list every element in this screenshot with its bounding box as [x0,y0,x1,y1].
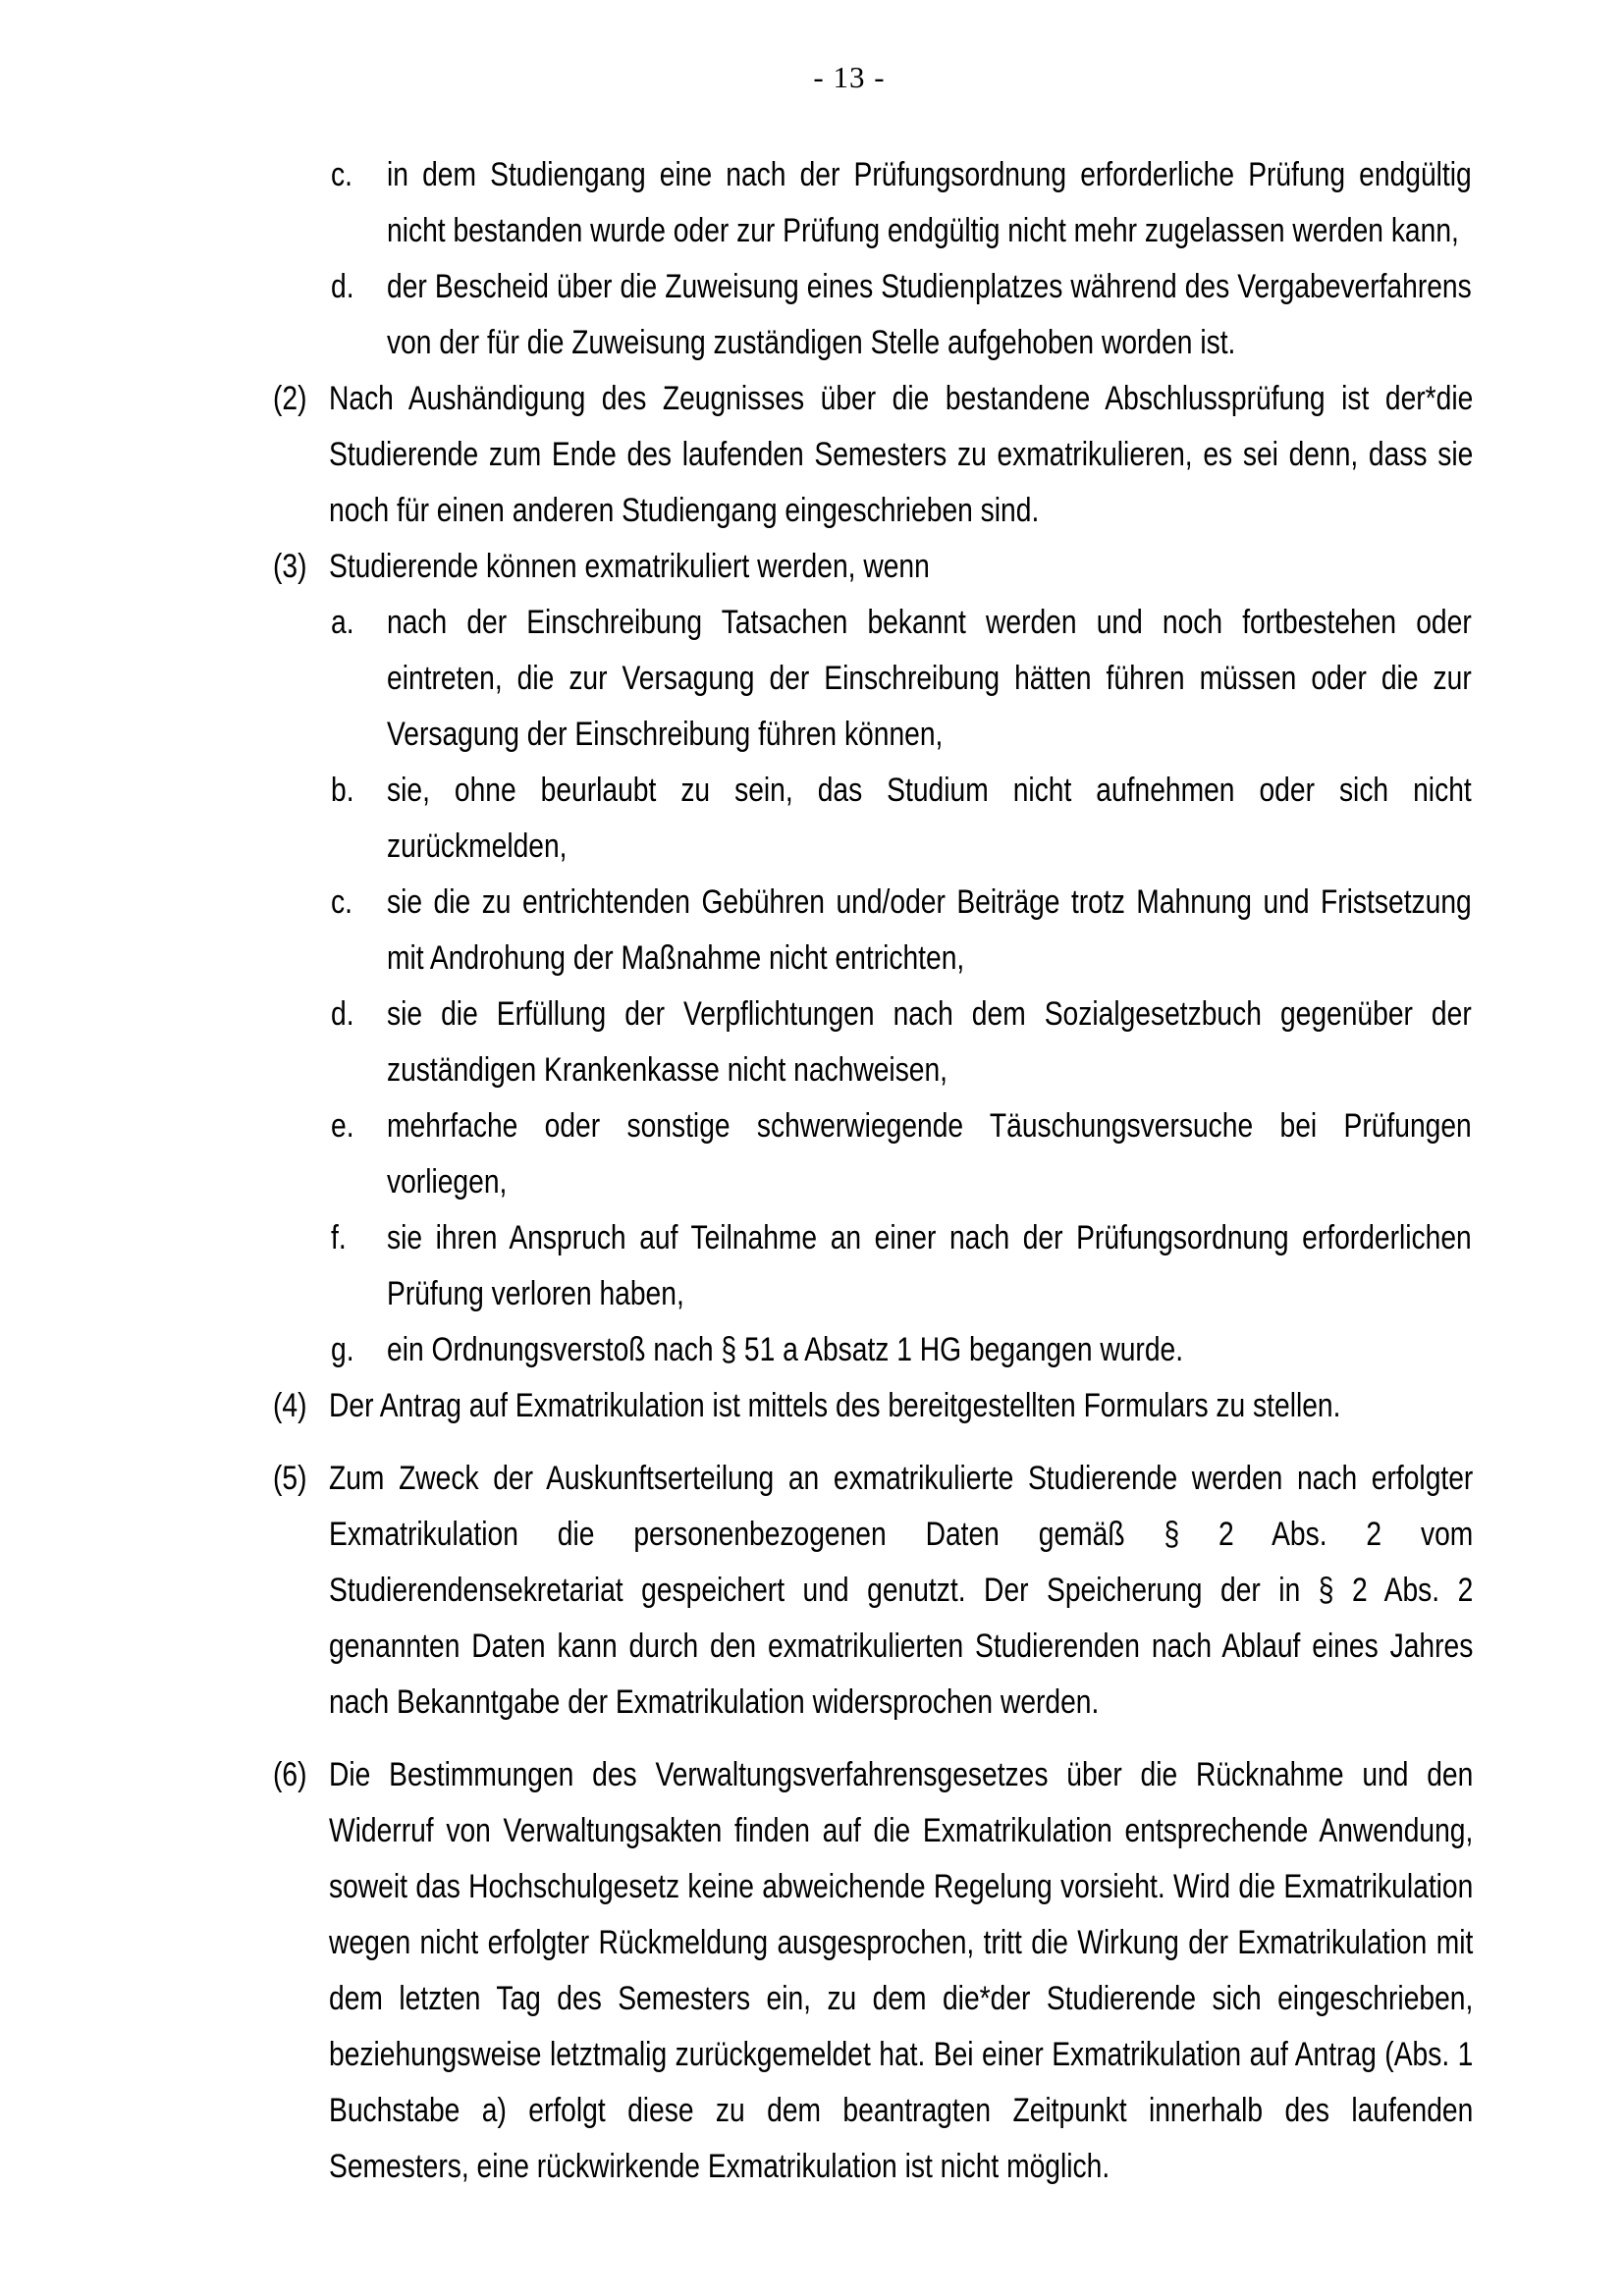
list-item-text: mehrfache oder sonstige schwerwiegende Täuschungsversuche bei Prüfungen vorliegen, [387,1107,1472,1201]
list-item [273,763,1473,875]
list-item-text: Die Bestimmungen des Verwaltungsverfahrensgesetzes über die Rücknahme und den Widerruf von Verwaltungsakten finden auf die Exmatrikulation entsprechende Anwendung, soweit das Hochschulgesetz keine abweichende Regelung vorsieht. Wird die Exmatrikulation wegen nicht erfolgter Rückmeldung ausgesprochen, tritt die Wirkung der Exmatrikulation mit dem letzten Tag des Semesters ein, zu dem die*der Studierende sich eingeschrieben, beziehungsweise letztmalig zurückgemeldet hat. Bei einer Exmatrikulation auf Antrag (Abs. 1 Buchstabe a) erfolgt diese zu dem beantragten Zeitpunkt innerhalb des laufenden Semesters, eine rückwirkende Exmatrikulation ist nicht möglich. [329,1756,1474,2185]
list-item [273,1747,1473,2195]
list-item-text: Zum Zweck der Auskunftserteilung an exmatrikulierte Studierende werden nach erfolgter Exmatrikulation die personenbezogenen Daten gemäß § 2 Abs. 2 vom Studierendensekretariat gespeichert und genutzt. Der Speicherung der in § 2 Abs. 2 genannten Daten kann durch den exmatrikulierten Studierenden nach Ablauf eines Jahres nach Bekanntgabe der Exmatrikulation widersprochen werden. [329,1460,1474,1721]
list-item-text: nach der Einschreibung Tatsachen bekannt werden und noch fortbestehen oder eintreten, die zur Versagung der Einschreibung hätten führen müssen oder die zur Versagung der Einschreibung führen können, [387,604,1472,753]
list-item-marker: b. [331,772,354,809]
list-item [273,371,1473,539]
list-item-marker: d. [331,268,354,305]
list-item [273,259,1473,371]
list-item [273,595,1473,763]
list-item-text: sie, ohne beurlaubt zu sein, das Studium nicht aufnehmen oder sich nicht zurückmelden, [387,772,1472,865]
list-item-marker: g. [331,1331,354,1368]
list-item-marker: d. [331,995,354,1033]
list-item-text: der Bescheid über die Zuweisung eines Studienplatzes während des Vergabeverfahrens von der für die Zuweisung zuständigen Stelle aufgehoben worden ist. [387,268,1472,361]
list-item-marker: c. [331,156,352,193]
list-item-marker: (2) [273,380,307,417]
list-item-marker: e. [331,1107,354,1145]
document-body [273,147,1473,2195]
list-item-marker: f. [331,1219,347,1256]
list-item [273,1210,1473,1322]
list-item-marker: (3) [273,548,307,585]
list-item [273,1378,1473,1434]
list-item-marker: c. [331,883,352,921]
list-item-text: Der Antrag auf Exmatrikulation ist mittels des bereitgestellten Formulars zu stellen. [329,1387,1341,1424]
list-item-text: ein Ordnungsverstoß nach § 51 a Absatz 1 HG begangen wurde. [387,1331,1184,1368]
list-item-text: Nach Aushändigung des Zeugnisses über die bestandene Abschlussprüfung ist der*die Studierende zum Ende des laufenden Semesters zu exmatrikulieren, es sei denn, dass sie noch für einen anderen Studiengang eingeschrieben sind. [329,380,1474,529]
list-item-marker: a. [331,604,354,641]
list-item-text: sie ihren Anspruch auf Teilnahme an einer nach der Prüfungsordnung erforderlichen Prüfung verloren haben, [387,1219,1472,1312]
list-item-marker: (5) [273,1460,307,1497]
list-item-marker: (6) [273,1756,307,1793]
list-item [273,987,1473,1098]
list-item-marker: (4) [273,1387,307,1424]
list-item-text: Studierende können exmatrikuliert werden, wenn [329,548,930,585]
list-item [273,1322,1473,1378]
list-item-text: sie die zu entrichtenden Gebühren und/oder Beiträge trotz Mahnung und Fristsetzung mit Androhung der Maßnahme nicht entrichten, [387,883,1472,977]
list-item [273,539,1473,595]
list-item [273,147,1473,259]
list-item-text: in dem Studiengang eine nach der Prüfungsordnung erforderliche Prüfung endgültig nicht bestanden wurde oder zur Prüfung endgültig nicht mehr zugelassen werden kann, [387,156,1472,249]
list-item [273,1098,1473,1210]
list-item-text: sie die Erfüllung der Verpflichtungen nach dem Sozialgesetzbuch gegenüber der zuständigen Krankenkasse nicht nachweisen, [387,995,1472,1089]
page-number: - 13 - [813,60,886,94]
list-item [273,1451,1473,1731]
list-item [273,875,1473,987]
